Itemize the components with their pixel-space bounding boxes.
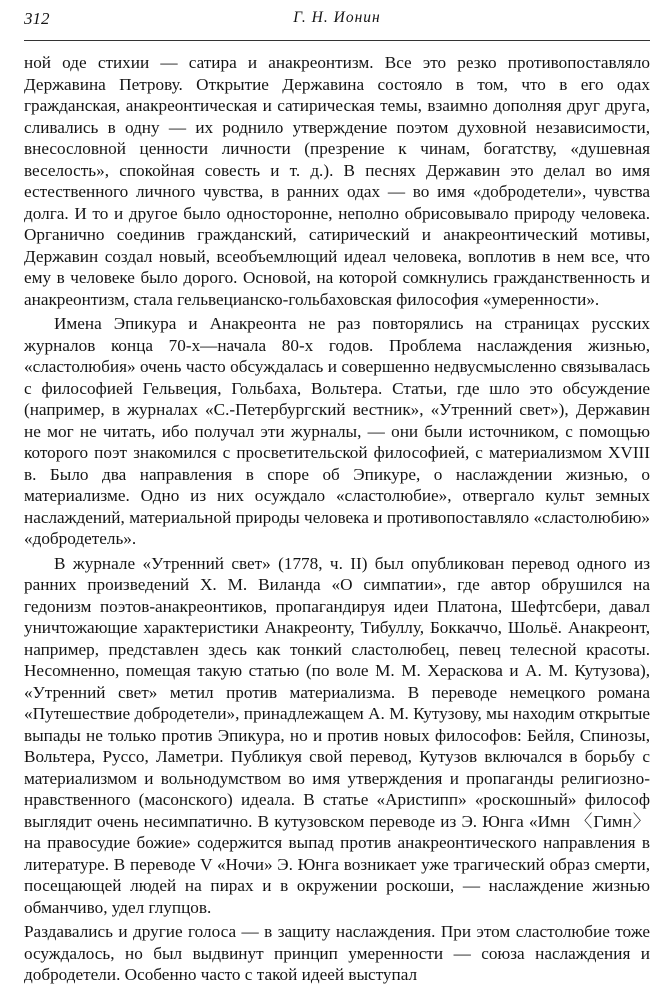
paragraph-1: ной оде стихии — сатира и анакреонтизм. Все это резко противопоставляло Державина Петрову. Открытие Державина состояло в том, что в его одах гражданская, анакреонтическая и сатирическая темы, взаимно дополняя друг друга, сливались в одну — их роднило утверждение поэтом духовной независимости, внесословной ценности личности (презрение к чинам, богатству, «душевная веселость», спокойная совесть и т. д.). В песнях Державин это делал во имя естественного личного чувства, в ранних одах — во имя «добродетели», чувства долга. И то и другое было односторонне, неполно обрисовывало природу человека. Органично соединив гражданский, сатирический и анакреонтический мотивы, Державин создал новый, всеобъемлющий идеал человека, воплотив в нем все, что ему в человеке было дорого. Основой, на которой сомкнулись гражданственность и анакреонтизм, стала гельвецианско-гольбаховская философия «умеренности». [24, 53, 650, 309]
paragraph-4: Раздавались и другие голоса — в защиту наслаждения. При этом сластолюбие тоже осуждалось, но был выдвинут принцип умеренности — союза наслаждения и добродетели. Особенно часто с такой идеей выступал [24, 922, 650, 984]
page-header [24, 0, 650, 46]
page-number: 312 [24, 9, 50, 28]
body-text [24, 52, 650, 986]
paragraph-2: Имена Эпикура и Анакреонта не раз повторялись на страницах русских журналов конца 70-х—начала 80-х годов. Проблема наслаждения жизнью, «сластолюбия» очень часто обсуждалась и совершенно недвусмысленно связывалась с философией Гельвеция, Гольбаха, Вольтера. Статьи, где шло это обсуждение (например, в журналах «С.-Петербургский вестник», «Утренний свет»), Державин не мог не читать, ибо получал эти журналы, — они были источником, с помощью которого поэт знакомился с просветительской философией, с материализмом XVIII в. Было два направления в споре об Эпикуре, о наслаждении жизнью, о материализме. Одно из них осуждало «сластолюбие», отвергало культ земных наслаждений, материальной природы человека и противопоставляло «сластолюбию» «добродетель». [24, 314, 650, 548]
header-rule [24, 40, 650, 41]
running-head: Г. Н. Ионин [293, 9, 381, 26]
paragraph-3: В журнале «Утренний свет» (1778, ч. II) был опубликован перевод одного из ранних произведений Х. М. Виланда «О симпатии», где автор обрушился на гедонизм поэтов-анакреонтиков, пропагандируя идеи Платона, Шефтсбери, давал уничтожающие характеристики Анакреонту, Тибуллу, Боккаччо, Шольё. Анакреонт, например, представлен здесь как тонкий сластолюбец, певец телесной красоты. Несомненно, помещая такую статью (по воле М. М. Хераскова и А. М. Кутузова), «Утренний свет» метил против материализма. В переводе немецкого романа «Путешествие добродетели», принадлежащем А. М. Кутузову, мы находим открытые выпады не только против Эпикура, но и против новых философов: Бейля, Спинозы, Вольтера, Руссо, Ламетри. Публикуя свой перевод, Кутузов включался в борьбу с материализмом и вольнодумством во имя утверждения и пропаганды религиозно-нравственного (масонского) идеала. В статье «Аристипп» «роскошный» философ выглядит очень несимпатично. В кутузовском переводе из Э. Юнга «Имн 〈Гимн〉 на правосудие божие» содержится выпад против анакреонтического направления в литературе. В переводе V «Ночи» Э. Юнга возникает уже трагический образ смерти, посещающей людей на пирах и в окружении роскоши, — наслаждение жизнью обманчиво, удел глупцов. [24, 553, 650, 917]
